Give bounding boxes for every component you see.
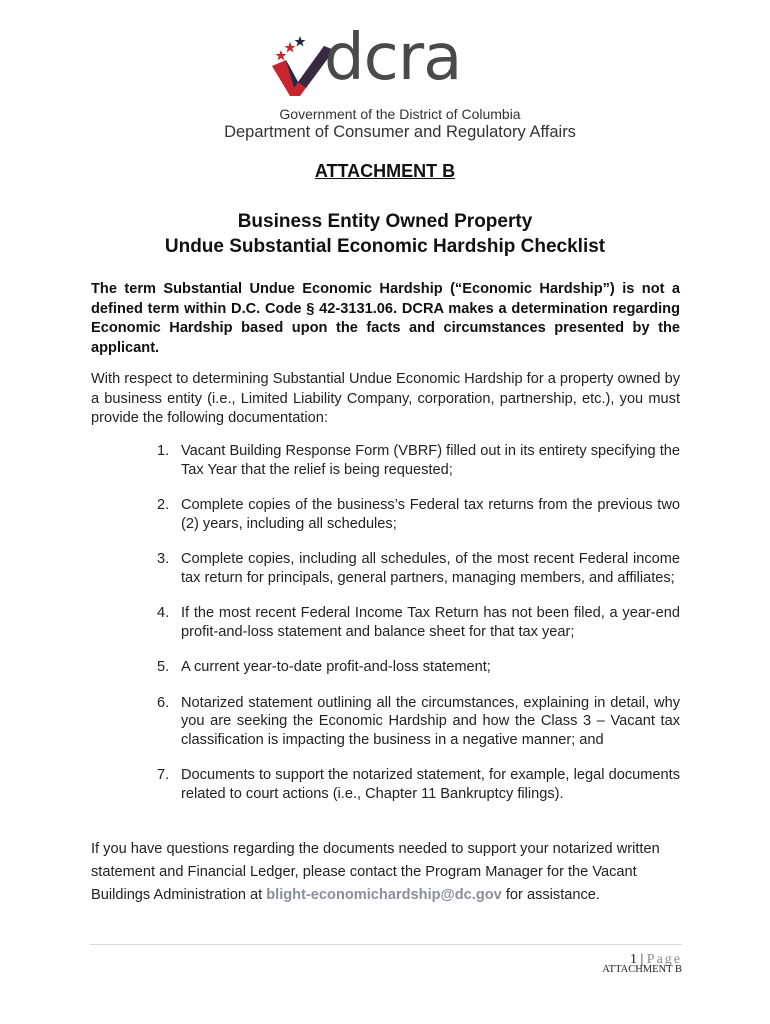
list-item-number: 3.	[157, 551, 170, 567]
document-title	[0, 209, 770, 259]
page-number-value: 1	[629, 952, 637, 967]
star-icon	[276, 50, 287, 61]
list-item-text: Vacant Building Response Form (VBRF) filled out in its entirety specifying the Tax Year that the relief is being requested;	[181, 443, 680, 478]
list-item-number: 6.	[157, 694, 170, 711]
list-item	[91, 766, 680, 803]
list-item-number: 7.	[157, 767, 170, 783]
closing-paragraph	[91, 838, 680, 907]
list-item-number: 4.	[157, 605, 170, 621]
closing-text-before: If you have questions regarding the documents needed to support your notarized written statement and Financial Ledger, please contact the Program Manager for the Vacant Buildings Administration at	[91, 841, 660, 903]
contact-email-link[interactable]: blight-economichardship@dc.gov	[266, 887, 502, 903]
list-item	[91, 604, 680, 641]
government-line: Government of the District of Columbia	[279, 106, 521, 122]
list-item-number: 1.	[157, 443, 170, 459]
footer-attachment-label: ATTACHMENT B	[602, 964, 682, 975]
title-line-2: Undue Substantial Economic Hardship Checklist	[164, 236, 606, 257]
list-item	[91, 442, 680, 479]
logo-wordmark: dcra	[324, 21, 462, 95]
star-icon	[285, 42, 296, 53]
list-item-text: Complete copies of the business’s Federal tax returns from the previous two (2) years, including all schedules;	[181, 497, 680, 532]
closing-text-after: for assistance.	[501, 887, 600, 903]
title-line-1: Business Entity Owned Property	[237, 211, 533, 232]
documentation-list	[91, 442, 680, 803]
list-item-number: 2.	[157, 497, 170, 513]
list-item-text: A current year-to-date profit-and-loss statement;	[181, 659, 491, 675]
list-item-text: Documents to support the notarized statement, for example, legal documents related to court actions (i.e., Chapter 11 Bankruptcy filings).	[181, 767, 680, 802]
footer-divider	[90, 944, 682, 945]
list-item	[91, 496, 680, 533]
page-word: Page	[646, 952, 682, 967]
department-line: Department of Consumer and Regulatory Affairs	[224, 123, 576, 141]
list-item-text: If the most recent Federal Income Tax Return has not been filed, a year-end profit-and-loss statement and balance sheet for that tax year;	[181, 605, 680, 640]
star-icon	[295, 36, 306, 47]
list-item-number: 5.	[157, 659, 170, 675]
list-item-text: Complete copies, including all schedules, of the most recent Federal income tax return for principals, general partners, managing members, and affiliates;	[181, 551, 680, 586]
definition-paragraph: The term Substantial Undue Economic Hardship (“Economic Hardship”) is not a defined term within D.C. Code § 42-3131.06. DCRA makes a determination regarding Economic Hardship based upon the facts and circumstances presented by the applicant.	[91, 281, 680, 356]
dcra-logo	[268, 20, 468, 100]
intro-paragraph: With respect to determining Substantial Undue Economic Hardship for a property owned by a business entity (i.e., Limited Liability Company, corporation, partnership, etc.), you must provide the following documentation:	[91, 371, 680, 426]
page-separator: |	[640, 952, 644, 967]
list-item	[91, 694, 680, 750]
list-item	[91, 658, 680, 677]
list-item	[91, 550, 680, 587]
attachment-heading: ATTACHMENT B	[314, 161, 456, 181]
list-item-text: Notarized statement outlining all the circumstances, explaining in detail, why you are seeking the Economic Hardship and how the Class 3 – Vacant tax classification is impacting the business in a negative manner; and	[181, 694, 680, 748]
